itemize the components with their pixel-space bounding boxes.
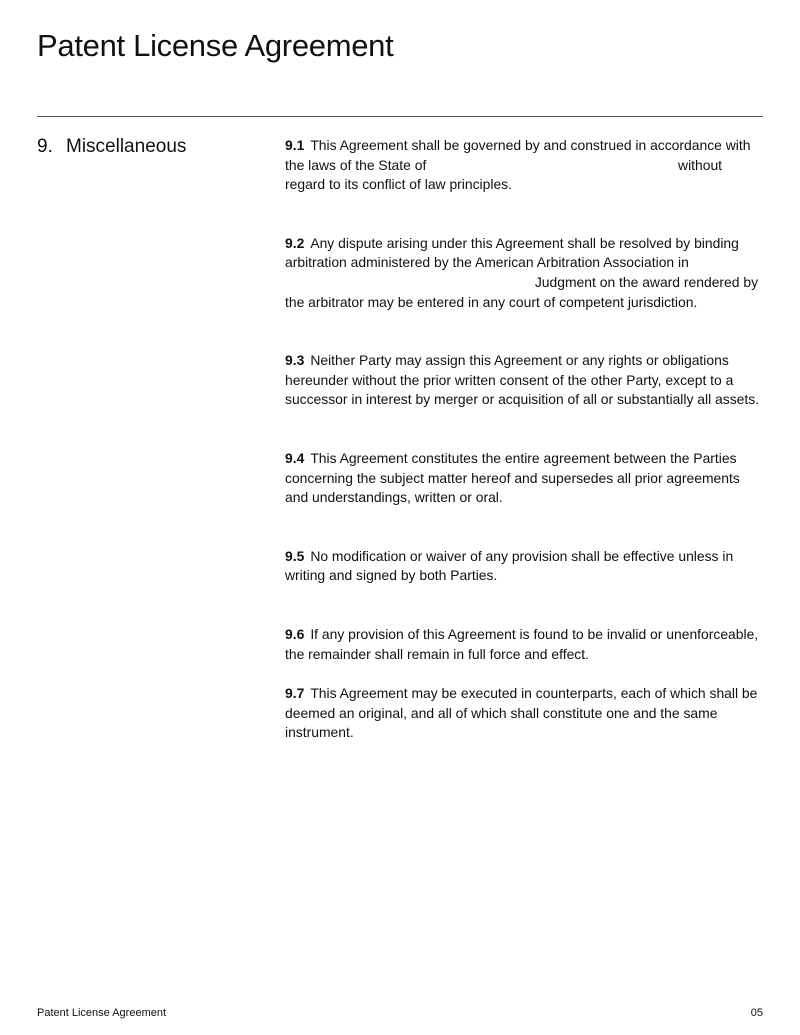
section-number: 9. [37,136,53,157]
clause-9-1 [285,136,763,195]
page-number: 05 [750,1007,763,1019]
clause-text: without regard to its conflict of law principles. [285,156,723,193]
clause-text: Any dispute arising under this Agreement shall be resolved by binding arbitration administered by the American Arbitration Association in [285,234,739,271]
clause-text: This Agreement shall be governed by and construed in accordance with the laws of the State of [285,137,751,173]
clause-9-6 [285,625,763,664]
clause-text: This Agreement may be executed in counterparts, each of which shall be deemed an original, and all of which shall constitute one and the same instrument. [285,685,758,741]
footer-title: Patent License Agreement [37,1007,167,1019]
clause-number: 9.4 [285,449,305,466]
clause-9-2 [285,234,763,312]
clause-text: Neither Party may assign this Agreement or any rights or obligations hereunder without the prior written consent of the other Party, except to a successor in interest by merger or acquisition of all or substantially all assets. [285,352,760,408]
clause-text: No modification or waiver of any provision shall be effective unless in writing and signed by both Parties. [285,547,734,584]
arbitration-location-field[interactable] [285,275,531,291]
clause-text: If any provision of this Agreement is found to be invalid or unenforceable, the remainder shall remain in full force and effect. [285,625,759,662]
clause-9-7 [285,684,763,743]
clause-number: 9.7 [285,685,305,702]
clause-9-5 [285,547,763,586]
clause-text: This Agreement constitutes the entire agreement between the Parties concerning the subject matter hereof and supersedes all prior agreements and understandings, written or oral. [285,449,740,506]
header-divider [37,116,763,117]
clause-number: 9.3 [285,352,305,369]
section-title: Miscellaneous [66,136,187,157]
clause-number: 9.6 [285,625,305,642]
governing-state-field[interactable] [430,158,674,174]
clause-text: Judgment on the award rendered by the arbitrator may be entered in any court of competent jurisdiction. [285,273,759,310]
clauses-list [285,136,763,782]
page-title: Patent License Agreement [37,28,394,63]
clause-number: 9.1 [285,137,305,153]
clause-9-3 [285,351,763,410]
clause-number: 9.5 [285,547,305,564]
clause-number: 9.2 [285,234,305,251]
clause-9-4 [285,449,763,508]
